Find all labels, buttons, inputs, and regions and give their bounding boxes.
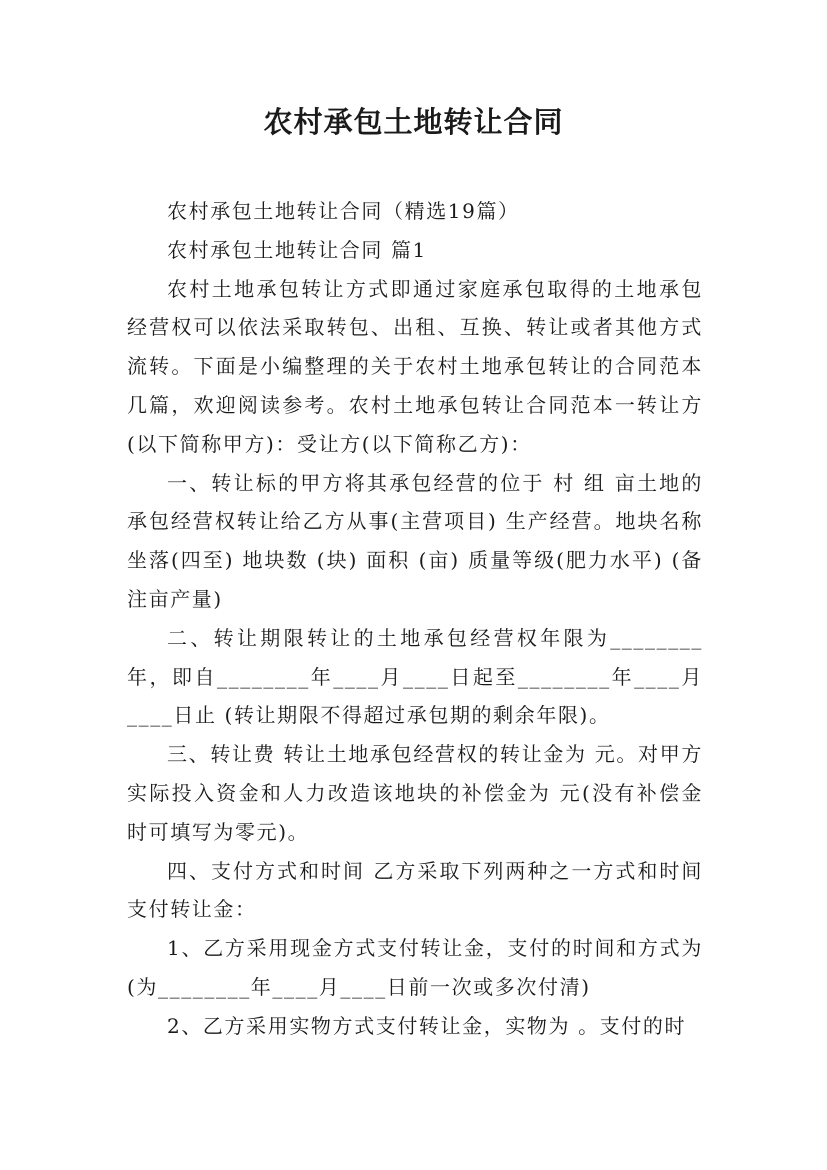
document-title: 农村承包土地转让合同 — [263, 105, 564, 139]
clause-4-item-1: 1、乙方采用现金方式支付转让金，支付的时间和方式为 (为________年____月____日前一次或多次付清) — [127, 936, 703, 999]
intro-paragraph: 农村土地承包转让方式即通过家庭承包取得的土地承包经营权可以依法采取转包、出租、互换、转让或者其他方式流转。下面是小编整理的关于农村土地承包转让的合同范本几篇，欢迎阅读参考。农村土地承包转让合同范本一转让方(以下简称甲方)：受让方(以下简称乙方)： — [127, 276, 703, 456]
clause-4-item-2: 2、乙方采用实物方式支付转让金，实物为 。支付的时 — [167, 1013, 687, 1038]
clause-3-paragraph: 三、转让费 转让土地承包经营权的转让金为 元。对甲方实际投入资金和人力改造该地块的补偿金为 元(没有补偿金时可填写为零元)。 — [127, 742, 703, 844]
clause-2-paragraph: 二、转让期限转让的土地承包经营权年限为________年，即自________年____月____日起至________年____月____日止 (转让期限不得超过承包期的剩余年限)。 — [127, 625, 703, 728]
clause-1-paragraph: 一、转让标的甲方将其承包经营的位于 村 组 亩土地的承包经营权转让给乙方从事(主营项目) 生产经营。地块名称 坐落(四至) 地块数 (块) 面积 (亩) 质量等级(肥力水平) (备注亩产量) — [127, 470, 703, 611]
section-heading: 农村承包土地转让合同 篇1 — [167, 237, 427, 262]
subtitle-paragraph: 农村承包土地转让合同（精选19篇） — [167, 199, 520, 223]
document-body — [127, 192, 703, 1046]
clause-4-paragraph: 四、支付方式和时间 乙方采取下列两种之一方式和时间支付转让金： — [127, 858, 703, 922]
